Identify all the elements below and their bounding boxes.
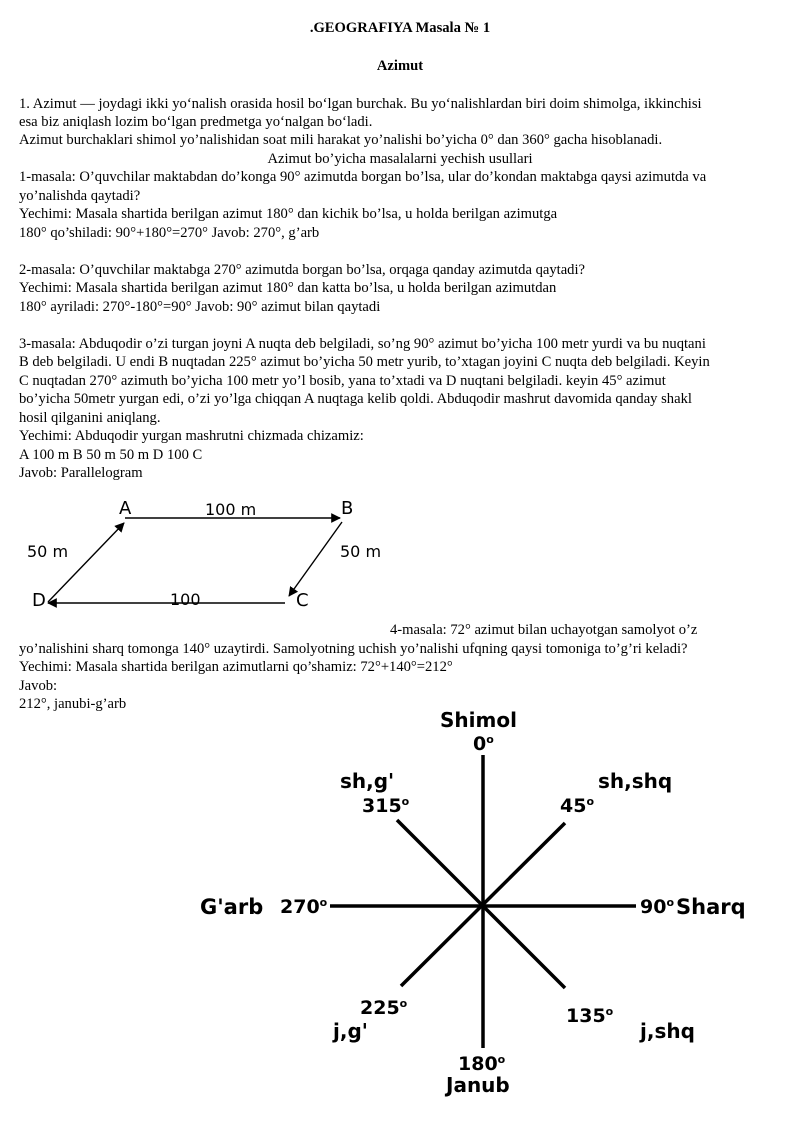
label-south: Janub: [446, 1073, 510, 1097]
compass-rose-diagram: [0, 700, 800, 1110]
point-b: B: [341, 498, 354, 519]
methods-heading: Azimut bo’yicha masalalarni yechish usullari: [267, 151, 533, 167]
problem2-line: Yechimi: Masala shartida berilgan azimut 180° dan katta bo’lsa, u holda berilgan azimutdan: [19, 280, 557, 296]
problem4-line: 212°, janubi-g’arb: [19, 696, 127, 712]
point-c: C: [296, 590, 309, 611]
degree-west: 270$^o$: [280, 896, 328, 918]
problem4-line: Javob:: [19, 678, 58, 694]
problem4-line: Yechimi: Masala shartida berilgan azimutlarni qo’shamiz: 72°+140°=212°: [19, 659, 453, 675]
edge-da-label: 50 m: [27, 542, 69, 561]
problem3-line: hosil qilganini aniqlang.: [19, 410, 161, 426]
degree-north: 0$^o$: [473, 733, 494, 755]
problem3-line: 3-masala: Abduqodir o’zi turgan joyni A nuqta deb belgiladi, so’ng 90° azimut bo’yicha 100 metr yurdi va bu nuqtani: [19, 336, 706, 352]
problem1-line: Yechimi: Masala shartida berilgan azimut 180° dan kichik bo’lsa, u holda berilgan azimutga: [19, 206, 558, 222]
label-ne: sh,shq: [598, 769, 673, 793]
degree-nw: 315$^o$: [362, 795, 410, 817]
label-west: G'arb: [200, 895, 264, 919]
intro-line: Azimut burchaklari shimol yo’nalishidan soat mili harakat yo’nalishi bo’yicha 0° dan 360° gacha hisoblanadi.: [19, 132, 663, 148]
problem1-line: 180° qo’shiladi: 90°+180°=270° Javob: 270°, g’arb: [19, 225, 320, 241]
problem3-line: A 100 m B 50 m 50 m D 100 C: [19, 447, 203, 463]
problem3-line: C nuqtadan 270° azimuth bo’yicha 100 metr yo’l bosib, yana to’xtadi va D nuqtani belgiladi. keyin 45° azimut: [19, 373, 666, 389]
problem4-line: yo’nalishini sharq tomonga 140° uzaytirdi. Samolyotning uchish yo’nalishi ufqning qaysi tomoniga to’g’ri keladi?: [19, 641, 688, 657]
problem2-line: 2-masala: O’quvchilar maktabga 270° azimutda borgan bo’lsa, orqaga qanday azimutda qaytadi?: [19, 262, 586, 278]
document-title: .GEOGRAFIYA Masala № 1: [309, 20, 491, 36]
degree-sw: 225$^o$: [360, 997, 408, 1019]
label-nw: sh,g': [340, 769, 395, 793]
problem3-line: Javob: Parallelogram: [19, 465, 143, 481]
edge-ab-label: 100 m: [205, 500, 257, 519]
problem3-line: Yechimi: Abduqodir yurgan mashrutni chizmada chizamiz:: [19, 428, 364, 444]
document-subtitle: Azimut: [376, 58, 424, 74]
label-east: Sharq: [676, 895, 746, 919]
label-sw: j,g': [333, 1019, 368, 1043]
problem2-line: 180° ayriladi: 270°-180°=90° Javob: 90° azimut bilan qaytadi: [19, 299, 381, 315]
problem4-line: 4-masala: 72° azimut bilan uchayotgan samolyot o’z: [390, 622, 698, 638]
problem1-line: 1-masala: O’quvchilar maktabdan do’konga 90° azimutda borgan bo’lsa, ular do’kondan maktabga qaysi azimutda va: [19, 169, 707, 185]
label-north: Shimol: [440, 708, 517, 732]
problem3-line: B deb belgiladi. U endi B nuqtadan 225° azimut bo’yicha 50 metr yurib, to’xtagan joyini C nuqta deb belgiladi. Keyin: [19, 354, 710, 370]
problem3-line: bo’yicha 50metr yurgan edi, o’zi yo’lga chiqqan A nuqtaga kelib qoldi. Abduqodir mashrut davomida qanday shakl: [19, 391, 692, 407]
intro-line: esa biz aniqlash lozim bo‘lgan predmetga yo‘nalgan bo‘ladi.: [19, 114, 373, 130]
degree-se: 135$^o$: [566, 1005, 614, 1027]
degree-south: 180$^o$: [458, 1053, 506, 1075]
edge-bc-label: 50 m: [340, 542, 382, 561]
edge-bc: [289, 522, 342, 596]
point-a: A: [119, 498, 132, 519]
edge-cd-label: 100: [170, 590, 201, 609]
point-d: D: [32, 590, 46, 611]
parallelogram-diagram: [0, 490, 420, 620]
intro-line: 1. Azimut — joydagi ikki yo‘nalish orasida hosil bo‘lgan burchak. Bu yo‘nalishlardan biri doim shimolga, ikkinchisi: [19, 96, 702, 112]
degree-ne: 45$^o$: [560, 795, 595, 817]
edge-da: [48, 523, 124, 602]
label-se: j,shq: [640, 1019, 695, 1043]
degree-east: 90$^o$: [640, 896, 675, 918]
problem1-line: yo’nalishda qaytadi?: [19, 188, 141, 204]
